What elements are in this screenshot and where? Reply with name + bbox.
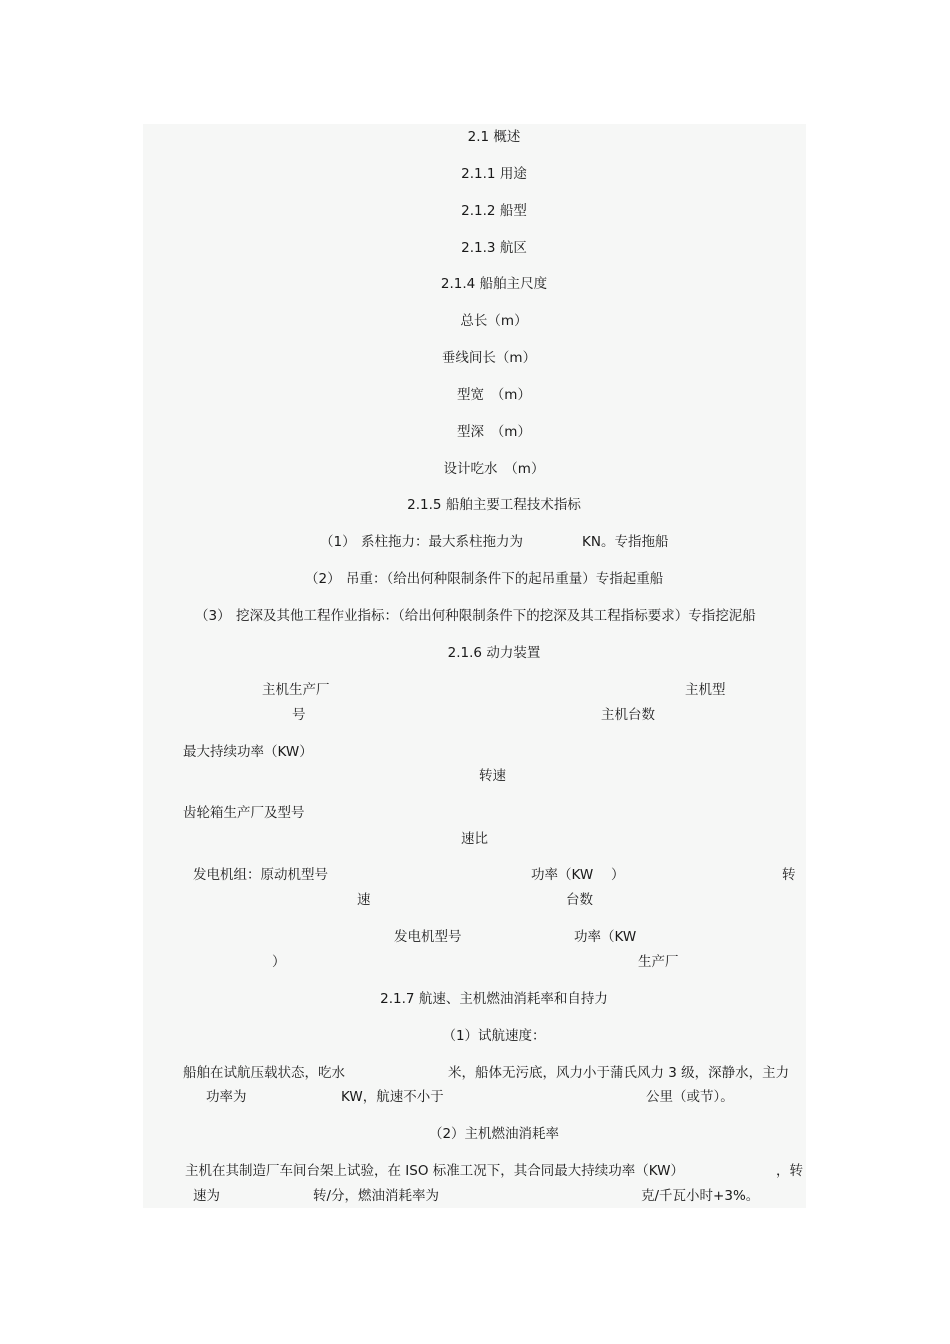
main-engine-maker-label: 主机生产厂 bbox=[262, 682, 330, 698]
genset-speed-label: 转 bbox=[782, 867, 796, 883]
section-heading-2-1: 2.1 概述 bbox=[467, 129, 521, 145]
dimension-total-length: 总长（m） bbox=[460, 313, 528, 329]
item-2-text: 吊重：（给出何种限制条件下的起吊重量）专指起重船 bbox=[346, 571, 664, 587]
main-engine-model-label-cont: 号 bbox=[292, 707, 306, 723]
speed-label: 转速 bbox=[479, 768, 506, 784]
dimension-lbp: 垂线间长（m） bbox=[441, 350, 537, 366]
trial-line-2-b: KW，航速不小于 bbox=[341, 1089, 444, 1105]
genset-power-label: 功率（KW ） bbox=[531, 867, 625, 883]
genset-count-label: 台数 bbox=[566, 892, 593, 908]
section-heading-2-1-5: 2.1.5 船舶主要工程技术指标 bbox=[407, 497, 581, 513]
item-1-number: （1） bbox=[320, 534, 356, 550]
item-3-number: （3） bbox=[195, 608, 231, 624]
generator-power-label-cont: ） bbox=[272, 954, 286, 970]
genset-speed-label-cont: 速 bbox=[357, 892, 371, 908]
genset-prime-mover-label: 发电机组：原动机型号 bbox=[193, 867, 328, 883]
gearbox-label: 齿轮箱生产厂及型号 bbox=[183, 805, 305, 821]
trial-line-1-b: 米，船体无污底，风力小于蒲氏风力 3 级，深静水，主力 bbox=[448, 1065, 790, 1081]
section-heading-2-1-1: 2.1.1 用途 bbox=[461, 166, 527, 182]
generator-maker-label: 生产厂 bbox=[638, 954, 679, 970]
dimension-breadth: 型宽 （m） bbox=[457, 387, 531, 403]
section-heading-2-1-6: 2.1.6 动力装置 bbox=[447, 645, 541, 661]
item-1-tail: KN。专指拖船 bbox=[582, 534, 669, 550]
fuel-line-2-b: 转/分，燃油消耗率为 bbox=[313, 1188, 440, 1204]
trial-line-1-a: 船舶在试航压载状态，吃水 bbox=[183, 1065, 345, 1081]
trial-line-2-c: 公里（或节）。 bbox=[646, 1089, 734, 1105]
generator-model-label: 发电机型号 bbox=[394, 929, 462, 945]
section-heading-2-1-2: 2.1.2 船型 bbox=[461, 203, 527, 219]
section-heading-2-1-7: 2.1.7 航速、主机燃油消耗率和自持力 bbox=[380, 991, 608, 1007]
gear-ratio-label: 速比 bbox=[461, 831, 488, 847]
trial-line-2-a: 功率为 bbox=[206, 1089, 247, 1105]
fuel-line-1-a: 主机在其制造厂车间台架上试验，在 ISO 标准工况下，其合同最大持续功率（KW） bbox=[185, 1163, 684, 1179]
main-engine-count-label: 主机台数 bbox=[601, 707, 655, 723]
trial-speed-title: （1）试航速度： bbox=[442, 1028, 546, 1044]
main-engine-model-label: 主机型 bbox=[685, 682, 726, 698]
fuel-consumption-title: （2）主机燃油消耗率 bbox=[428, 1126, 560, 1142]
fuel-line-2-a: 速为 bbox=[193, 1188, 220, 1204]
max-power-label: 最大持续功率（KW） bbox=[183, 744, 313, 760]
dimension-depth: 型深 （m） bbox=[457, 424, 531, 440]
item-2-number: （2） bbox=[305, 571, 341, 587]
item-1-text: 系柱拖力：最大系柱拖力为 bbox=[361, 534, 523, 550]
item-3-text: 挖深及其他工程作业指标：（给出何种限制条件下的挖深及其工程指标要求）专指挖泥船 bbox=[236, 608, 756, 624]
section-heading-2-1-3: 2.1.3 航区 bbox=[461, 240, 527, 256]
fuel-line-2-c: 克/千瓦小时+3%。 bbox=[641, 1188, 760, 1204]
section-heading-2-1-4: 2.1.4 船舶主尺度 bbox=[440, 276, 548, 292]
generator-power-label: 功率（KW bbox=[574, 929, 637, 945]
fuel-line-1-b: ，转 bbox=[776, 1163, 803, 1179]
dimension-draft: 设计吃水 （m） bbox=[443, 461, 545, 477]
